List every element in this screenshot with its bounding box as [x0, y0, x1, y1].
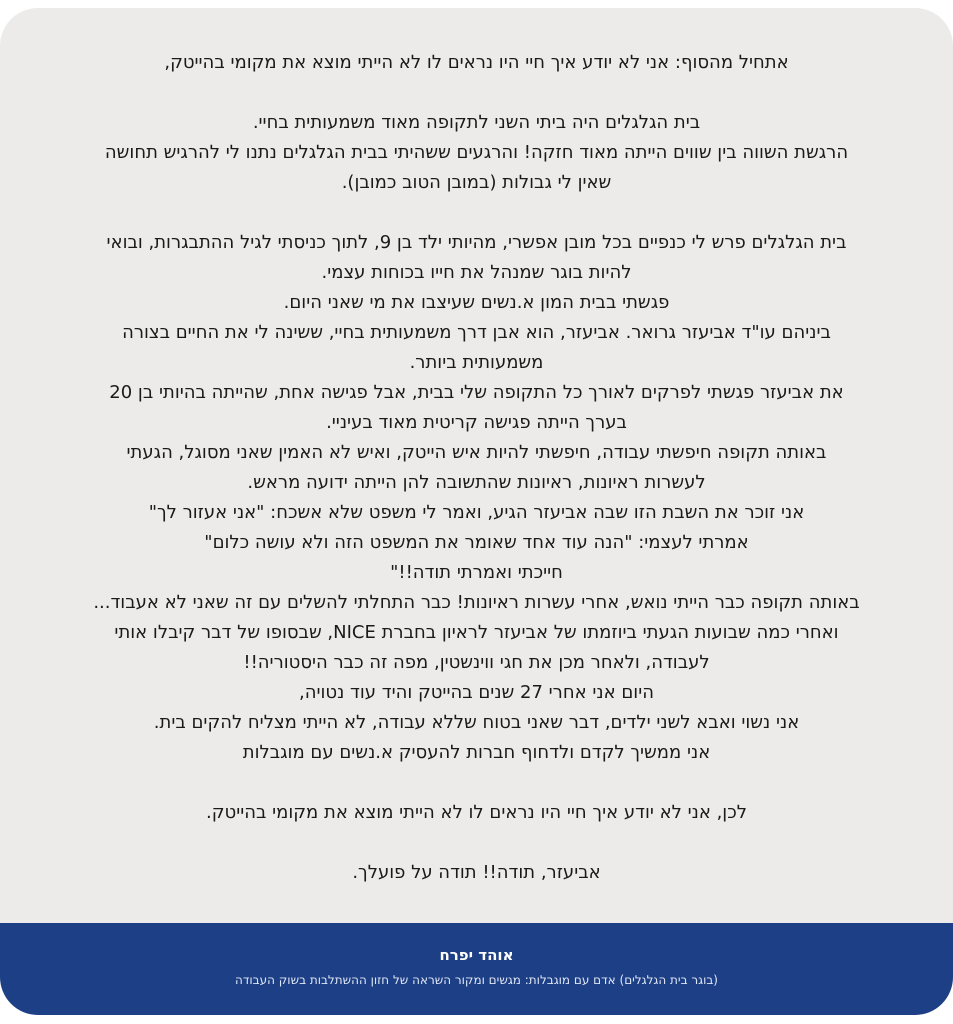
text-line: בערך הייתה פגישה קריטית מאוד בעיניי. [326, 412, 627, 433]
text-line: אתחיל מהסוף: אני לא יודע איך חיי היו נראים לו לא הייתי מוצא את מקומי בהייטק, [164, 52, 789, 73]
text-line: לעבודה, ולאחר מכן את חגי ווינשטין, מפה זה כבר היסטוריה!! [243, 652, 710, 673]
blank-line [30, 198, 923, 228]
text-line: בית הגלגלים היה ביתי השני לתקופה מאוד משמעותית בחיי. [252, 112, 701, 133]
blank-line [30, 78, 923, 108]
text-line: אמרתי לעצמי: "הנה עוד אחד שאומר את המשפט הזה ולא עושה כלום" [204, 532, 749, 553]
text-line: חייכתי ואמרתי תודה!!" [390, 562, 563, 583]
text-line: לעשרות ראיונות, ראיונות שהתשובה להן הייתה ידועה מראש. [247, 472, 706, 493]
text-line: היום אני אחרי 27 שנים בהייטק והיד עוד נטויה, [299, 682, 654, 703]
text-line: בית הגלגלים פרש לי כנפיים בכל מובן אפשרי, מהיותי ילד בן 9, לתוך כניסתי לגיל ההתבגרות, ובואי [106, 232, 847, 253]
text-line: לכן, אני לא יודע איך חיי היו נראים לו לא הייתי מוצא את מקומי בהייטק. [206, 802, 747, 823]
text-line: אני זוכר את השבת הזו שבה אביעזר הגיע, ואמר לי משפט שלא אשכח: "אני אעזור לך" [148, 502, 805, 523]
text-line: ואחרי כמה שבועות הגעתי ביוזמתו של אביעזר לראיון בחברת NICE, שבסופו של דבר קיבלו אותי [114, 622, 839, 643]
testimonial-body [30, 48, 923, 888]
text-line: אני נשוי ואבא לשני ילדים, דבר שאני בטוח שללא עבודה, לא הייתי מצליח להקים בית. [153, 712, 800, 733]
text-line: ביניהם עו"ד אביעזר גרואר. אביעזר, הוא אבן דרך משמעותית בחיי, ששינה לי את החיים בצורה [122, 322, 831, 343]
author-description: (בוגר בית הגלגלים) אדם עם מוגבלות: מגשים ומקור השראה של חזון ההשתלבות בשוק העבודה [235, 973, 718, 987]
text-line: להיות בוגר שמנהל את חייו בכוחות עצמי. [321, 262, 632, 283]
text-line: שאין לי גבולות (במובן הטוב כמובן). [341, 172, 612, 193]
blank-line [30, 768, 923, 798]
author-footer [0, 923, 953, 1015]
text-line: אני ממשיך לקדם ולדחוף חברות להעסיק א.נשים עם מוגבלות [242, 742, 711, 763]
testimonial-card [0, 8, 953, 1015]
text-line: הרגשת השווה בין שווים הייתה מאוד חזקה! והרגעים ששהיתי בבית הגלגלים נתנו לי להרגיש תחושה [104, 142, 849, 163]
text-line: באותה תקופה חיפשתי עבודה, חיפשתי להיות איש הייטק, ואיש לא האמין שאני מסוגל, הגעתי [126, 442, 827, 463]
author-name: אוהד יפרח [439, 946, 514, 964]
text-line: משמעותית ביותר. [409, 352, 544, 373]
text-line: את אביעזר פגשתי לפרקים לאורך כל התקופה שלי בבית, אבל פגישה אחת, שהייתה בהיותי בן 20 [109, 382, 844, 403]
text-line: פגשתי בבית המון א.נשים שעיצבו את מי שאני היום. [283, 292, 670, 313]
text-line: באותה תקופה כבר הייתי נואש, אחרי עשרות ראיונות! כבר התחלתי להשלים עם זה שאני לא אעבוד... [93, 592, 860, 613]
closing-line: אביעזר, תודה!! תודה על פועלך. [352, 862, 601, 883]
blank-line [30, 828, 923, 858]
